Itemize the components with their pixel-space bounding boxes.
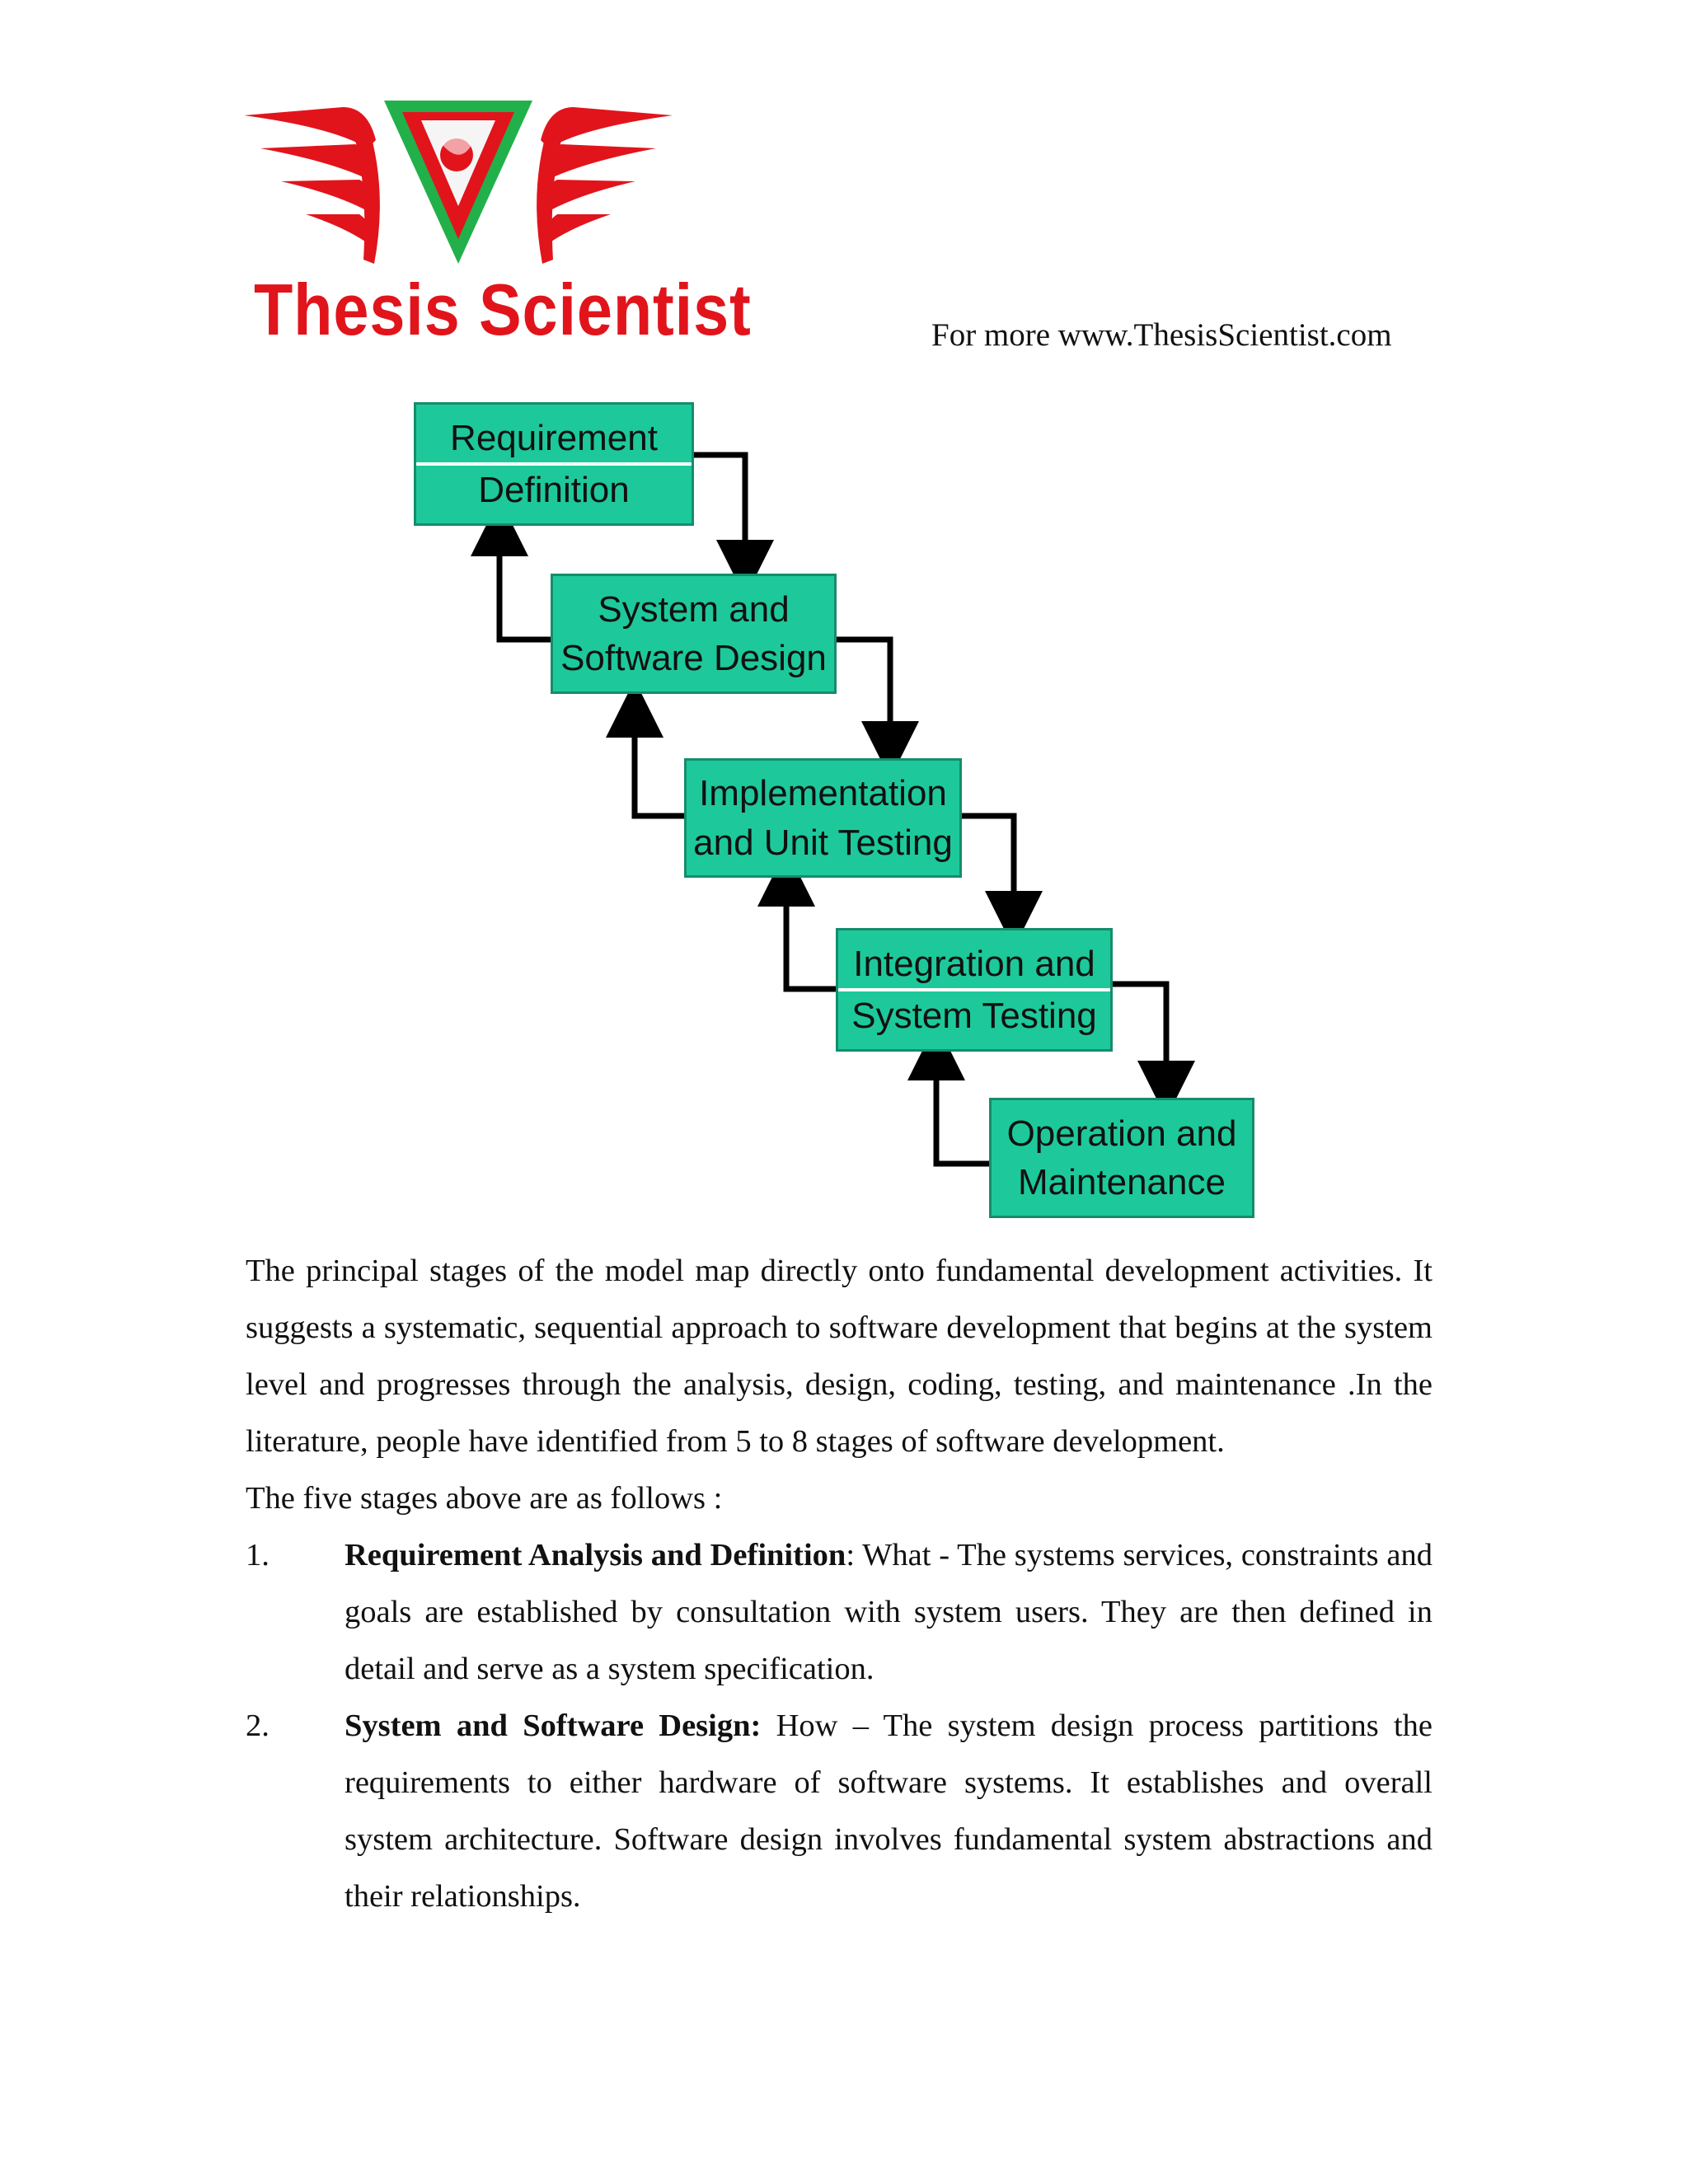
intro-paragraph: The principal stages of the model map directly onto fundamental development activities. It suggests a systematic, sequential approach to software development that begins at the system level and progresses through the analysis, design, coding, testing, and maintenance .In the literature, people have identified from 5 to 8 stages of software development.: [246, 1254, 1432, 1459]
arrow-forward-1: [694, 455, 745, 569]
waterfall-diagram: [396, 396, 1302, 1236]
stage-line: System Testing: [851, 996, 1097, 1036]
arrow-forward-2: [837, 640, 890, 750]
list-item-text: [345, 1527, 1432, 1698]
stage-line: Integration and: [838, 940, 1110, 991]
list-item-title: System and Software Design:: [345, 1708, 762, 1743]
list-item-description: How – The system design process partitions the requirements to either hardware of software systems. It establishes and overall system architecture. Software design involves fundamental system abstractions and their relationships.: [345, 1708, 1432, 1914]
stages-lead-in: The five stages above are as follows :: [246, 1481, 723, 1516]
arrow-back-1: [499, 527, 556, 640]
stage-line: Implementation: [699, 773, 947, 814]
stage-line: Requirement: [416, 414, 692, 466]
stage-line: Definition: [478, 470, 630, 510]
stage-requirement-definition: [414, 402, 694, 526]
list-item-title: Requirement Analysis and Definition: [345, 1538, 846, 1572]
stage-integration-system-testing: [836, 928, 1113, 1052]
list-item-number: 1.: [246, 1538, 270, 1572]
stage-line: Software Design: [560, 638, 827, 678]
stage-system-software-design: [551, 574, 837, 694]
stage-line: and Unit Testing: [693, 822, 953, 863]
list-item-text: [345, 1698, 1432, 1925]
list-item: [246, 1527, 1432, 1698]
arrow-back-2: [635, 709, 689, 816]
arrow-forward-3: [962, 816, 1014, 920]
arrow-back-4: [936, 1052, 991, 1164]
arrow-back-3: [786, 878, 841, 989]
website-link-text: For more www.ThesisScientist.com: [931, 317, 1392, 353]
stage-line: System and: [598, 588, 790, 630]
arrow-forward-4: [1113, 984, 1166, 1090]
stage-line: Maintenance: [1018, 1162, 1226, 1202]
list-item-number: 2.: [246, 1708, 270, 1743]
stage-operation-maintenance: [989, 1098, 1254, 1218]
thesis-scientist-logo: [244, 91, 752, 363]
stage-implementation-unit-testing: [684, 758, 962, 878]
stage-line: Operation and: [1006, 1113, 1237, 1154]
logo-wordmark: Thesis Scientist: [254, 269, 752, 350]
document-body: [246, 1243, 1432, 1925]
list-item-description: : What - The systems services, constraints and goals are established by consultation with system users. They are then defined in detail and serve as a system specification.: [345, 1538, 1432, 1686]
list-item: [246, 1698, 1432, 1925]
